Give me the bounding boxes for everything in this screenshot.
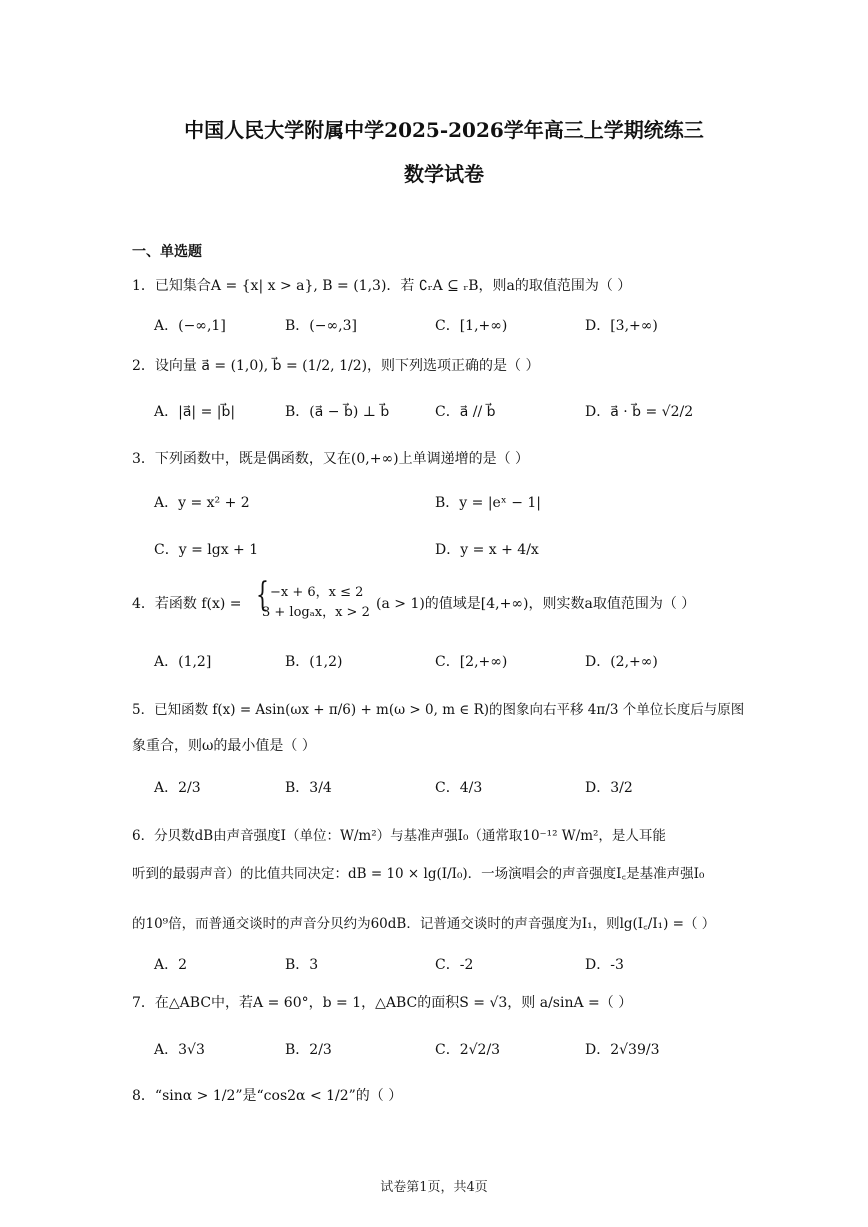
- question-6-stem-line-1: 6．分贝数dB由声音强度I（单位：W/m²）与基准声强I₀（通常取10⁻¹² W/m²，是人耳能: [132, 828, 666, 844]
- question-4-option-b: B．(1,2): [285, 654, 343, 670]
- document-subtitle: 数学试卷: [404, 162, 484, 186]
- question-5-stem-line-2: 象重合，则ω的最小值是（ ）: [132, 738, 316, 754]
- question-1-option-c: C．[1,+∞): [435, 318, 508, 334]
- question-5-stem-line-1: 5．已知函数 f(x) = Asin(ωx + π/6) + m(ω > 0, m ∈ R)的图象向右平移 4π/3 个单位长度后与原图: [132, 702, 745, 718]
- document-title: 中国人民大学附属中学2025-2026学年高三上学期统练三: [184, 118, 704, 142]
- question-4-option-a: A．(1,2]: [154, 654, 212, 670]
- question-2-stem: 2．设向量 a⃗ = (1,0), b⃗ = (1/2, 1/2)，则下列选项正确的是（ ）: [132, 358, 540, 374]
- question-6-option-a: A．2: [154, 957, 188, 973]
- question-1-stem: 1．已知集合A = {x| x > a}, B = (1,3)．若 ∁ᵣA ⊆ ᵣB，则a的取值范围为（ ）: [132, 278, 632, 294]
- question-7-option-d: D．2√39/3: [585, 1042, 660, 1058]
- question-1-option-a: A．(−∞,1]: [154, 318, 226, 334]
- question-4-option-c: C．[2,+∞): [435, 654, 508, 670]
- question-7-stem: 7．在△ABC中，若A = 60°，b = 1，△ABC的面积S = √3，则 a/sinA =（ ）: [132, 995, 633, 1011]
- question-4-stem-prefix: 4．若函数 f(x) =: [132, 596, 242, 612]
- section-title: 一、单选题: [132, 244, 202, 260]
- question-1-option-b: B．(−∞,3]: [285, 318, 357, 334]
- question-7-option-b: B．2/3: [285, 1042, 332, 1058]
- question-6-stem-line-3: 的10⁹倍，而普通交谈时的声音分贝约为60dB．记普通交谈时的声音强度为I₁，则lg(I꜀/I₁) =（ ）: [132, 916, 716, 932]
- question-7-option-a: A．3√3: [154, 1042, 205, 1058]
- question-6-option-d: D．-3: [585, 957, 624, 973]
- question-6-option-b: B．3: [285, 957, 319, 973]
- question-3-option-d: D．y = x + 4/x: [435, 542, 539, 558]
- question-3-option-b: B．y = |eˣ − 1|: [435, 495, 542, 511]
- question-8-stem: 8．“sinα > 1/2”是“cos2α < 1/2”的（ ）: [132, 1088, 403, 1104]
- question-1-option-d: D．[3,+∞): [585, 318, 658, 334]
- question-4-stem-suffix: (a > 1)的值域是[4,+∞)，则实数a取值范围为（ ）: [376, 596, 696, 612]
- question-6-stem-line-2: 听到的最弱声音）的比值共同决定：dB = 10 × lg(I/I₀)．一场演唱会的声音强度I꜀是基准声强I₀: [132, 866, 705, 882]
- question-5-option-c: C．4/3: [435, 780, 483, 796]
- page-footer: 试卷第1页，共4页: [380, 1180, 488, 1195]
- question-3-option-a: A．y = x² + 2: [154, 495, 250, 511]
- question-5-option-a: A．2/3: [154, 780, 201, 796]
- question-4-piece-1: −x + 6，x ≤ 2: [270, 585, 364, 600]
- question-4-option-d: D．(2,+∞): [585, 654, 658, 670]
- left-brace-icon: {: [256, 575, 269, 615]
- question-5-option-b: B．3/4: [285, 780, 332, 796]
- question-5-option-d: D．3/2: [585, 780, 633, 796]
- question-2-option-a: A．|a⃗| = |b⃗|: [154, 404, 236, 420]
- question-2-option-c: C．a⃗ // b⃗: [435, 404, 496, 420]
- question-3-option-c: C．y = lgx + 1: [154, 542, 259, 558]
- question-6-option-c: C．-2: [435, 957, 474, 973]
- question-2-option-d: D．a⃗ · b⃗ = √2/2: [585, 404, 694, 420]
- question-2-option-b: B．(a⃗ − b⃗) ⊥ b⃗: [285, 404, 390, 420]
- question-7-option-c: C．2√2/3: [435, 1042, 501, 1058]
- question-3-stem: 3．下列函数中，既是偶函数，又在(0,+∞)上单调递增的是（ ）: [132, 451, 530, 467]
- question-4-piece-2: 3 + logₐx，x > 2: [262, 605, 370, 620]
